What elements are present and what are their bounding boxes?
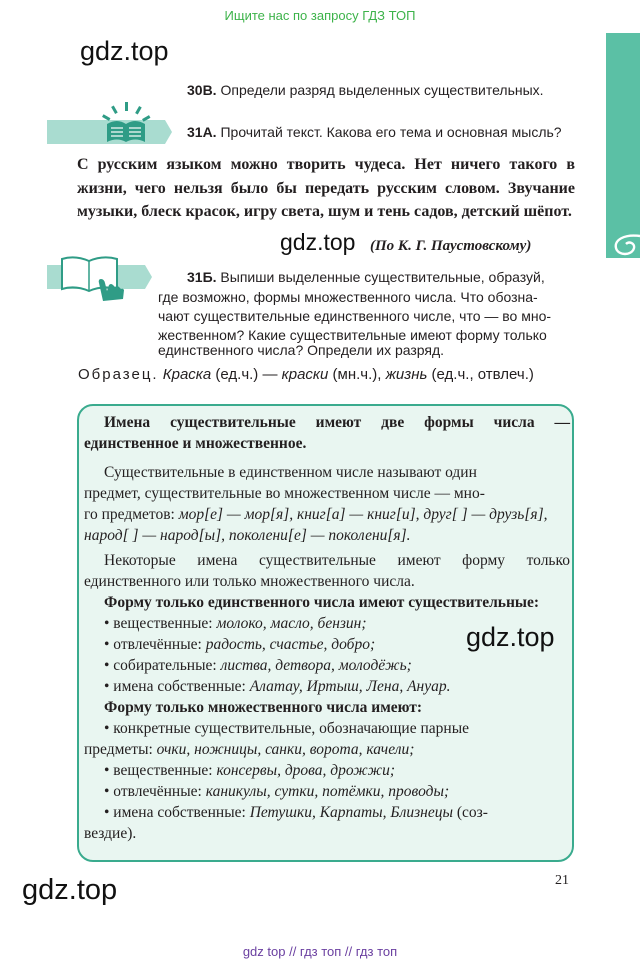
sample-line	[78, 366, 534, 383]
task-31b-line-3: чают существительные единственного числе, что — во мно-	[158, 308, 552, 324]
side-tab	[606, 33, 640, 258]
rule-bullet: • конкретные существительные, обозначающие парные	[104, 720, 469, 737]
sample-label: Образец.	[78, 366, 159, 383]
rule-bullet-label: • вещественные:	[104, 615, 217, 632]
rule-line: вездие).	[84, 825, 137, 842]
rule-examples: молоко, масло, бензин;	[216, 615, 367, 632]
rule-examples: радость, счастье, добро;	[205, 636, 376, 653]
book-sun-icon	[47, 100, 172, 150]
pointing-hand-book-icon	[47, 255, 152, 303]
task-number: 31А.	[187, 124, 217, 140]
task-31b-line-1	[187, 267, 545, 287]
top-banner[interactable]: Ищите нас по запросу ГДЗ ТОП	[224, 8, 416, 23]
rule-bullet	[84, 781, 570, 802]
bottom-banner[interactable]: gdz top // гдз топ // гдз топ	[242, 944, 398, 959]
rule-examples: консервы, дрова, дрожжи;	[216, 762, 395, 779]
rule-bullet	[84, 760, 570, 781]
rule-bullet	[84, 655, 570, 676]
rule-examples: листва, детвора, молодёжь;	[220, 657, 412, 674]
task-text: Определи разряд выделенных существительных.	[220, 82, 544, 98]
rule-paragraph: Имена существительные имеют две формы числа — единственное и множественное.	[84, 414, 570, 452]
rule-line	[84, 739, 570, 760]
rule-line: Существительные в единственном числе называют один	[104, 464, 477, 481]
rule-bullet-label: • отвлечённые:	[104, 636, 206, 653]
rule-bullet	[84, 676, 570, 697]
page-number: 21	[555, 873, 569, 888]
rule-bullet-label: • собирательные:	[104, 657, 221, 674]
sample-note: (мн.ч.),	[328, 366, 386, 383]
task-text: Выпиши выделенные существительные, образуй,	[220, 269, 545, 285]
rule-examples: народ[ ] — народ[ы], поколени[е] — поколени[я].	[84, 527, 411, 544]
watermark: gdz.top	[466, 622, 555, 652]
watermark: gdz.top	[80, 36, 169, 66]
watermark: gdz.top	[22, 874, 118, 906]
rule-text: (соз-	[452, 804, 488, 821]
sample-word: краски	[281, 366, 329, 383]
reading-source: (По К. Г. Паустовскому)	[370, 238, 532, 254]
rule-examples: мор[е] — мор[я], книг[а] — книг[и], друг[ ] — друзь[я],	[178, 506, 548, 523]
rule-text: го предметов:	[84, 506, 179, 523]
rule-line	[84, 504, 570, 525]
swirl-icon	[606, 230, 640, 260]
task-31a-instruction	[187, 122, 562, 142]
rule-paragraph: Некоторые имена существительные имеют форму только единственного или только множественного числа.	[84, 552, 570, 590]
rule-examples: Алатау, Иртыш, Лена, Ануар.	[249, 678, 451, 695]
rule-heading: Форму только единственного числа имеют существительные:	[104, 594, 540, 611]
sample-word: жизнь	[385, 366, 428, 383]
sample-note: (ед.ч., отвлеч.)	[427, 366, 534, 383]
task-31b-line-5: единственного числа? Определи их разряд.	[158, 342, 445, 358]
rule-bullet-label: • отвлечённые:	[104, 783, 206, 800]
rule-examples: очки, ножницы, санки, ворота, качели;	[156, 741, 415, 758]
rule-line: предмет, существительные во множественном числе — мно-	[84, 485, 485, 502]
task-31b-line-4: жественном? Какие существительные имеют форму только	[158, 327, 547, 343]
rule-examples: каникулы, сутки, потёмки, проводы;	[205, 783, 450, 800]
rule-bullet-label: • имена собственные:	[104, 804, 250, 821]
sample-note: (ед.ч.) —	[211, 366, 282, 383]
task-number: 31Б.	[187, 269, 217, 285]
task-text: Прочитай текст. Какова его тема и основная мысль?	[220, 124, 562, 140]
rule-bullet-label: • вещественные:	[104, 762, 217, 779]
rule-examples: Петушки, Карпаты, Близнецы	[249, 804, 453, 821]
reading-text: С русским языком можно творить чудеса. Нет ничего такого в жизни, чего нельзя было бы передать русским словом. Звучание музыки, блеск красок, игру света, шум и тень садов, детский шёпот.	[77, 156, 575, 220]
task-31b-line-2: где возможно, формы множественного числа. Что обозна-	[158, 289, 538, 305]
rule-bullet	[84, 802, 570, 823]
rule-heading: Форму только множественного числа имеют:	[104, 699, 423, 716]
task-30-instruction	[187, 80, 544, 100]
sample-word: Краска	[162, 366, 212, 383]
rule-text: предметы:	[84, 741, 157, 758]
rule-bullet-label: • имена собственные:	[104, 678, 250, 695]
task-number: 30В.	[187, 82, 217, 98]
watermark: gdz.top	[280, 229, 356, 255]
